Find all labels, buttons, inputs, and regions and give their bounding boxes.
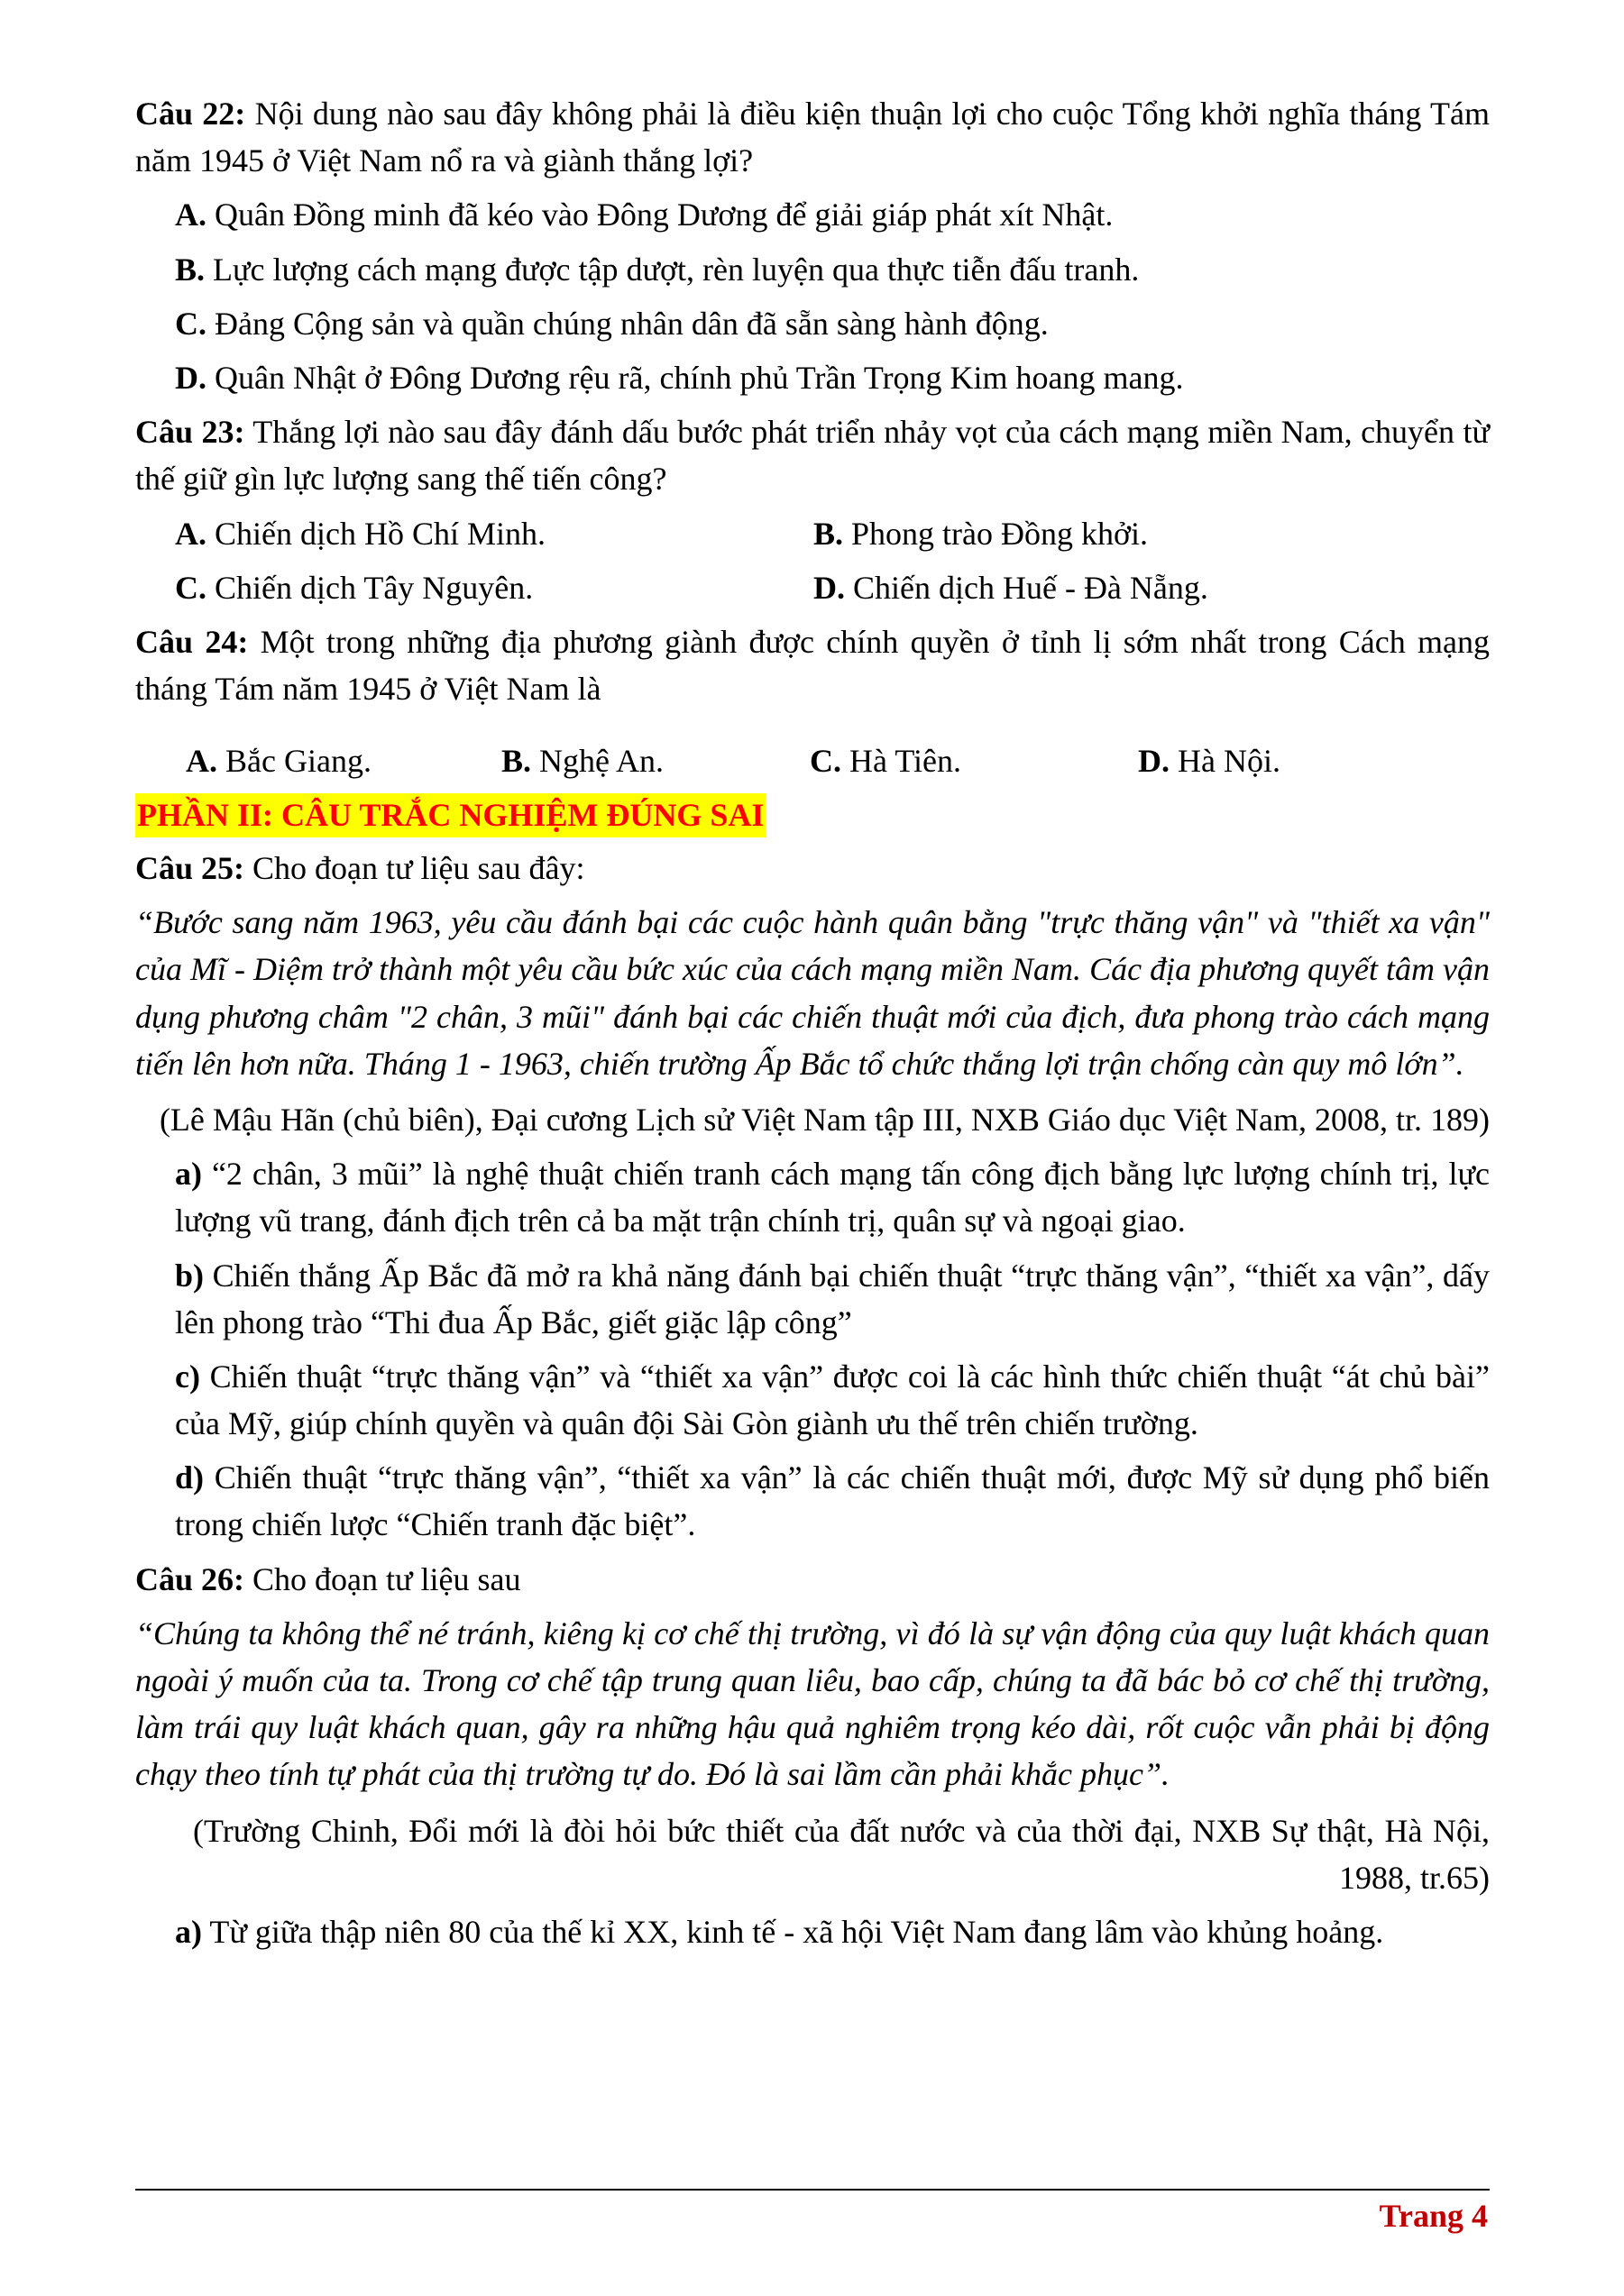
q25-statement-d: d) Chiến thuật “trực thăng vận”, “thiết xa vận” là các chiến thuật mới, được Mỹ sử dụng phổ biến trong chiến lược “Chiến tranh đặc biệt”.	[175, 1459, 1490, 1543]
question-22	[135, 90, 1490, 184]
document-page	[135, 90, 1490, 1962]
q23-option-a: A. Chiến dịch Hồ Chí Minh.	[175, 515, 546, 552]
question-text: Cho đoạn tư liệu sau đây:	[244, 850, 585, 887]
q24-options-row	[186, 737, 1490, 784]
question-24	[135, 618, 1490, 712]
q23-options-row-1	[175, 510, 1490, 557]
page-number: Trang 4	[1379, 2198, 1488, 2234]
source-citation: (Lê Mậu Hãn (chủ biên), Đại cương Lịch sử Việt Nam tập III, NXB Giáo dục Việt Nam, 2008, tr. 189)	[159, 1101, 1490, 1138]
q24-option-d: D. Hà Nội.	[1138, 743, 1280, 780]
q23-option-d: D. Chiến dịch Huế - Đà Nẵng.	[813, 569, 1208, 606]
q24-option-b: B. Nghệ An.	[501, 743, 665, 780]
q25-statement-b: b) Chiến thắng Ấp Bắc đã mở ra khả năng đánh bại chiến thuật “trực thăng vận”, “thiết xa vận”, dấy lên phong trào “Thi đua Ấp Bắc, giết giặc lập công”	[175, 1257, 1490, 1340]
question-text: Nội dung nào sau đây không phải là điều kiện thuận lợi cho cuộc Tổng khởi nghĩa tháng Tám năm 1945 ở Việt Nam nổ ra và giành thắng lợi?	[135, 96, 1491, 179]
question-number: Câu 26:	[135, 1560, 245, 1597]
source-quote: “Chúng ta không thể né tránh, kiêng kị cơ chế thị trường, vì đó là sự vận động của quy luật khách quan ngoài ý muốn của ta. Trong cơ chế tập trung quan liêu, bao cấp, chúng ta đã bác bỏ cơ chế thị trường, làm trái quy luật khách quan, gây ra những hậu quả nghiêm trọng kéo dài, rốt cuộc vẫn phải bị động chạy theo tính tự phát của thị trường tự do. Đó là sai lầm cần phải khắc phục”.	[135, 1615, 1490, 1793]
question-number: Câu 22:	[135, 96, 246, 132]
q22-option-c: C. Đảng Cộng sản và quần chúng nhân dân đã sẵn sàng hành động.	[175, 305, 1049, 342]
q25-statement-c: c) Chiến thuật “trực thăng vận” và “thiết xa vận” được coi là các hình thức chiến thuật “át chủ bài” của Mỹ, giúp chính quyền và quân đội Sài Gòn giành ưu thế trên chiến trường.	[175, 1358, 1490, 1442]
q25-statement-a: a) “2 chân, 3 mũi” là nghệ thuật chiến tranh cách mạng tấn công địch bằng lực lượng chính trị, lực lượng vũ trang, đánh địch trên cả ba mặt trận chính trị, quân sự và ngoại giao.	[175, 1156, 1490, 1239]
source-quote: “Bước sang năm 1963, yêu cầu đánh bại các cuộc hành quân bằng "trực thăng vận" và "thiết xa vận" của Mĩ - Diệm trở thành một yêu cầu bức xúc của cách mạng miền Nam. Các địa phương quyết tâm vận dụng phương châm "2 chân, 3 mũi" đánh bại các chiến thuật mới của địch, đưa phong trào cách mạng tiến lên hơn nữa. Tháng 1 - 1963, chiến trường Ấp Bắc tổ chức thắng lợi trận chống càn quy mô lớn”.	[135, 904, 1490, 1082]
q22-option-a: A. Quân Đồng minh đã kéo vào Đông Dương để giải giáp phát xít Nhật.	[175, 197, 1114, 233]
question-text: Thắng lợi nào sau đây đánh dấu bước phát triển nhảy vọt của cách mạng miền Nam, chuyển từ thế giữ gìn lực lượng sang thế tiến công?	[135, 414, 1490, 498]
question-number: Câu 23:	[135, 414, 245, 451]
question-26	[135, 1556, 1490, 1603]
source-citation: (Trường Chinh, Đổi mới là đòi hỏi bức thiết của đất nước và của thời đại, NXB Sự thật, Hà Nội, 1988, tr.65)	[193, 1812, 1490, 1896]
q22-option-b: B. Lực lượng cách mạng được tập dượt, rèn luyện qua thực tiễn đấu tranh.	[175, 251, 1140, 288]
q23-options-row-2	[175, 564, 1490, 611]
question-text: Một trong những địa phương giành được chính quyền ở tỉnh lị sớm nhất trong Cách mạng tháng Tám năm 1945 ở Việt Nam là	[135, 623, 1490, 708]
q23-option-c: C. Chiến dịch Tây Nguyên.	[175, 569, 534, 606]
question-number: Câu 25:	[135, 850, 245, 887]
q24-option-c: C. Hà Tiên.	[810, 743, 962, 780]
q24-option-a: A. Bắc Giang.	[186, 743, 372, 780]
question-23	[135, 408, 1490, 502]
q23-option-b: B. Phong trào Đồng khởi.	[813, 515, 1149, 552]
footer-divider	[135, 2189, 1490, 2191]
question-number: Câu 24:	[135, 623, 249, 660]
section-heading: PHẦN II: CÂU TRẮC NGHIỆM ĐÚNG SAI	[135, 793, 766, 837]
question-text: Cho đoạn tư liệu sau	[244, 1560, 521, 1597]
question-25	[135, 845, 1490, 892]
q22-option-d: D. Quân Nhật ở Đông Dương rệu rã, chính phủ Trần Trọng Kim hoang mang.	[175, 359, 1184, 396]
q26-statement-a: a) Từ giữa thập niên 80 của thế kỉ XX, kinh tế - xã hội Việt Nam đang lâm vào khủng hoảng.	[175, 1913, 1384, 1950]
